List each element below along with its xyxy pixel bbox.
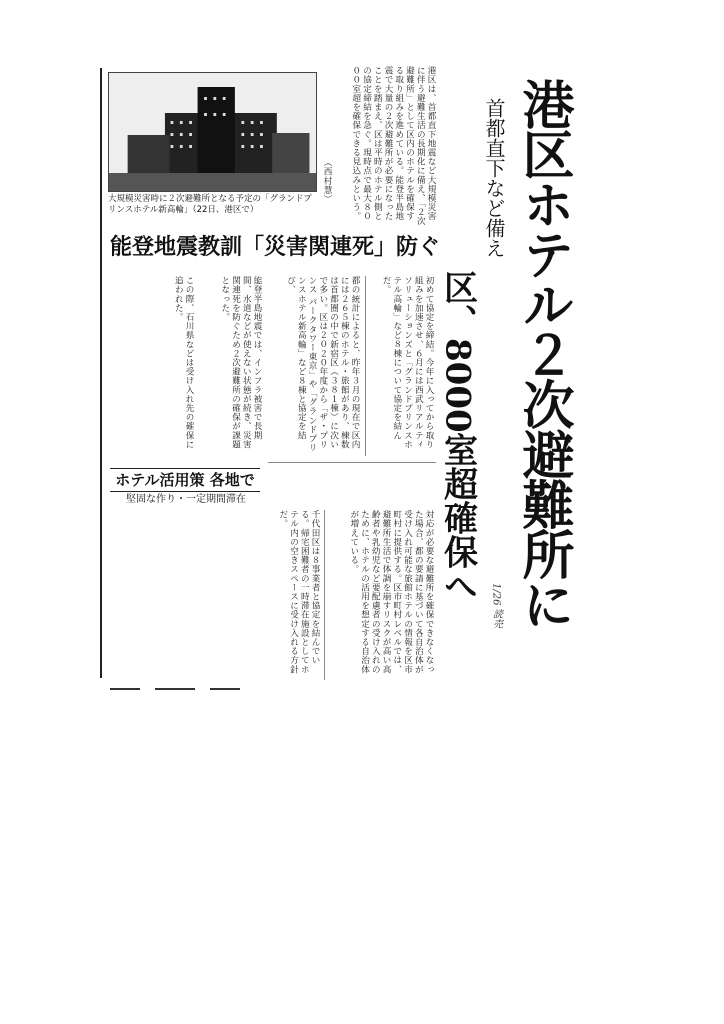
hotel-photo [108,72,317,192]
main-headline: 港区ホテル２次避難所に [513,78,573,628]
body-text: 対応が必要な避難所を確保できなくなった場合、都の要請に基づいて各自治体が受け入れ可能な旅館ホテルの情報を区市町村に提供する。区市町村レベルでは、避難所生活で体調を崩すリスクが高い高齢者や乳幼児など要配慮者の受け入れのために、ホテルの活用を想定する自治体が増えている。 [348,510,434,674]
newspaper-clipping [100,58,610,694]
byline: （西村慧） [322,158,332,204]
subheadline-main: 区、8000室超確保へ [437,270,478,603]
column-divider [324,510,325,680]
body-text: 能登半島地震では、インフラ被害で長期間、水道などが使えない状態が続き、災害関連死を防ぐため２次避難所の確保が課題となった。 [219,276,262,449]
section-headline: 能登地震教訓「災害関連死」防ぐ [110,234,441,260]
hotel-building-image [109,73,316,191]
scan-artifact [110,688,140,690]
body-text: 都の統計によると、昨年３月の現在で区内には２６５棟のホテル・旅館があり、棟数は首都圏の中で新宿区（３８１棟）に次いで多い。区は２０２０年度から「ザ・プリンス パークタワー東京」や「グランドプリンスホテル新高輪」など８棟と協定を結び、 [285,276,360,453]
scan-artifact [155,688,195,690]
body-text: 千代田区は８事業者と協定を結んでいる。帰宅困難者の一時滞在施設としてホテル内の空きスペースに受け入れる方針だ。 [277,510,320,674]
box-subheadline: 堅固な作り・一定期間滞在 [126,494,246,505]
photo-caption: 大規模災害時に２次避難所となる予定の「グランドプリンスホテル新高輪」（22日、港区で） [108,194,312,216]
body-text: 初めて協定を締結。今年に入ってから取り組みを加速させ、６月には西武リアルティソリューションズと「グランドプリンスホテル高輪」など８棟について協定を結んだ。 [381,276,434,449]
scan-artifact [210,688,240,690]
lead-paragraph: 港区は、首都直下地震など大規模災害に伴う避難生活の長期化に備え、「２次避難所」として区内のホテルを確保する取り組みを進めている。能登半島地震で大量の２次避難所が必要になったことを踏まえ、区は平時のホテル側との協定締結を急ぐ。現時点で最大８０００室超を確保できる見込みという。 [350,66,436,226]
handwritten-date: 1/26 読売 [490,583,502,629]
body-text: この際、石川県などは受け入れ先の確保に追われた。 [173,276,194,449]
box-headline: ホテル活用策 各地で [110,468,260,492]
left-border [100,68,102,678]
row-divider [268,462,436,463]
subheadline: 首都直下など備え [482,98,506,258]
column-divider [365,276,366,456]
